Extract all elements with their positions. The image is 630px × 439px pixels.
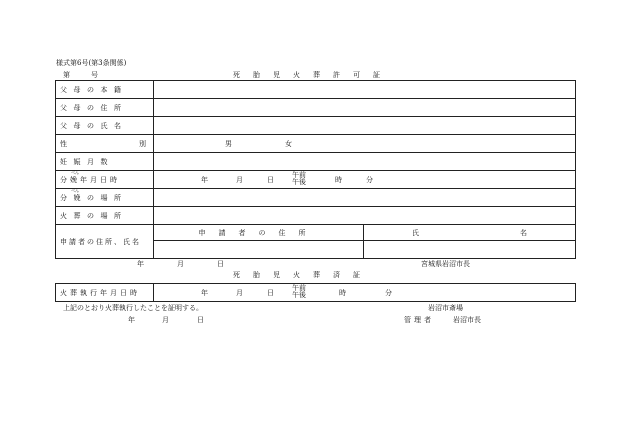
applicant-address-header: 申請者の住所 — [154, 225, 364, 241]
field-cremation-place[interactable] — [154, 207, 576, 225]
minute-unit: 分 — [385, 289, 392, 297]
year-unit: 年 — [201, 289, 208, 297]
certificate-table — [55, 283, 576, 302]
certificate-title: 死胎児火葬済証 — [233, 271, 373, 279]
year-unit: 年 — [201, 176, 208, 184]
row-label: 火葬執行年月日時 — [56, 284, 154, 302]
row-label: 分娩年月日時 — [60, 175, 120, 184]
field-parents-domicile[interactable] — [154, 81, 576, 99]
applicant-name-header-2: 名 — [520, 229, 527, 237]
permit-number-label: 第 号 — [63, 71, 98, 79]
cert-month: 月 — [162, 316, 169, 324]
cert-day: 日 — [197, 316, 204, 324]
row-label-2: 別 — [139, 140, 146, 148]
hour-unit: 時 — [335, 176, 342, 184]
row-label: 性 — [60, 139, 67, 148]
table-row — [56, 153, 576, 171]
issue-year: 年 — [137, 260, 144, 268]
permit-table — [55, 80, 576, 259]
am-label: 午前 — [292, 171, 306, 179]
row-label: 父母の本籍 — [56, 81, 154, 99]
day-unit: 日 — [267, 176, 274, 184]
form-number: 様式第6号(第3条関係) — [56, 59, 127, 67]
manager-label: 管理者 — [404, 316, 434, 324]
table-row — [56, 81, 576, 99]
day-unit: 日 — [267, 289, 274, 297]
certification-statement: 上記のとおり火葬執行したことを証明する。 — [63, 304, 203, 312]
field-applicant-address[interactable] — [154, 241, 364, 259]
field-parents-name[interactable] — [154, 117, 576, 135]
table-row — [56, 189, 576, 207]
field-delivery-datetime[interactable] — [154, 171, 576, 189]
crematorium-name: 岩沼市斎場 — [428, 304, 463, 312]
manager-name: 岩沼市長 — [453, 316, 481, 324]
row-label: 火葬の場所 — [56, 207, 154, 225]
month-unit: 月 — [236, 176, 243, 184]
hour-unit: 時 — [339, 289, 346, 297]
issue-month: 月 — [177, 260, 184, 268]
applicant-label: 申請者の住所、氏名 — [56, 225, 154, 259]
table-row — [56, 117, 576, 135]
am-pm-selector[interactable] — [292, 172, 306, 186]
field-gestation-months[interactable] — [154, 153, 576, 171]
row-label: 父母の氏名 — [56, 117, 154, 135]
table-row — [56, 284, 576, 302]
am-pm-selector[interactable] — [292, 285, 306, 299]
option-male[interactable]: 男 — [225, 140, 232, 148]
field-cremation-datetime[interactable] — [154, 284, 576, 302]
table-row — [56, 207, 576, 225]
field-parents-address[interactable] — [154, 99, 576, 117]
field-delivery-place[interactable] — [154, 189, 576, 207]
issuer: 宮城県岩沼市長 — [421, 260, 470, 268]
row-label: 妊娠月数 — [56, 153, 154, 171]
table-row — [56, 171, 576, 189]
table-row — [56, 225, 576, 241]
pm-label: 午後 — [292, 291, 306, 299]
row-label: 分娩の場所 — [60, 193, 128, 202]
ruby-text: べん — [71, 170, 79, 175]
table-row — [56, 135, 576, 153]
cert-year: 年 — [128, 316, 135, 324]
pm-label: 午後 — [292, 178, 306, 186]
permit-title: 死胎児火葬許可証 — [233, 71, 393, 79]
month-unit: 月 — [236, 289, 243, 297]
am-label: 午前 — [292, 284, 306, 292]
ruby-text: べん — [71, 188, 79, 193]
option-female[interactable]: 女 — [285, 140, 292, 148]
row-label: 父母の住所 — [56, 99, 154, 117]
field-sex[interactable] — [154, 135, 576, 153]
applicant-name-header-1: 氏 — [412, 229, 419, 237]
field-applicant-name[interactable] — [364, 241, 576, 259]
minute-unit: 分 — [366, 176, 373, 184]
table-row — [56, 99, 576, 117]
issue-day: 日 — [217, 260, 224, 268]
